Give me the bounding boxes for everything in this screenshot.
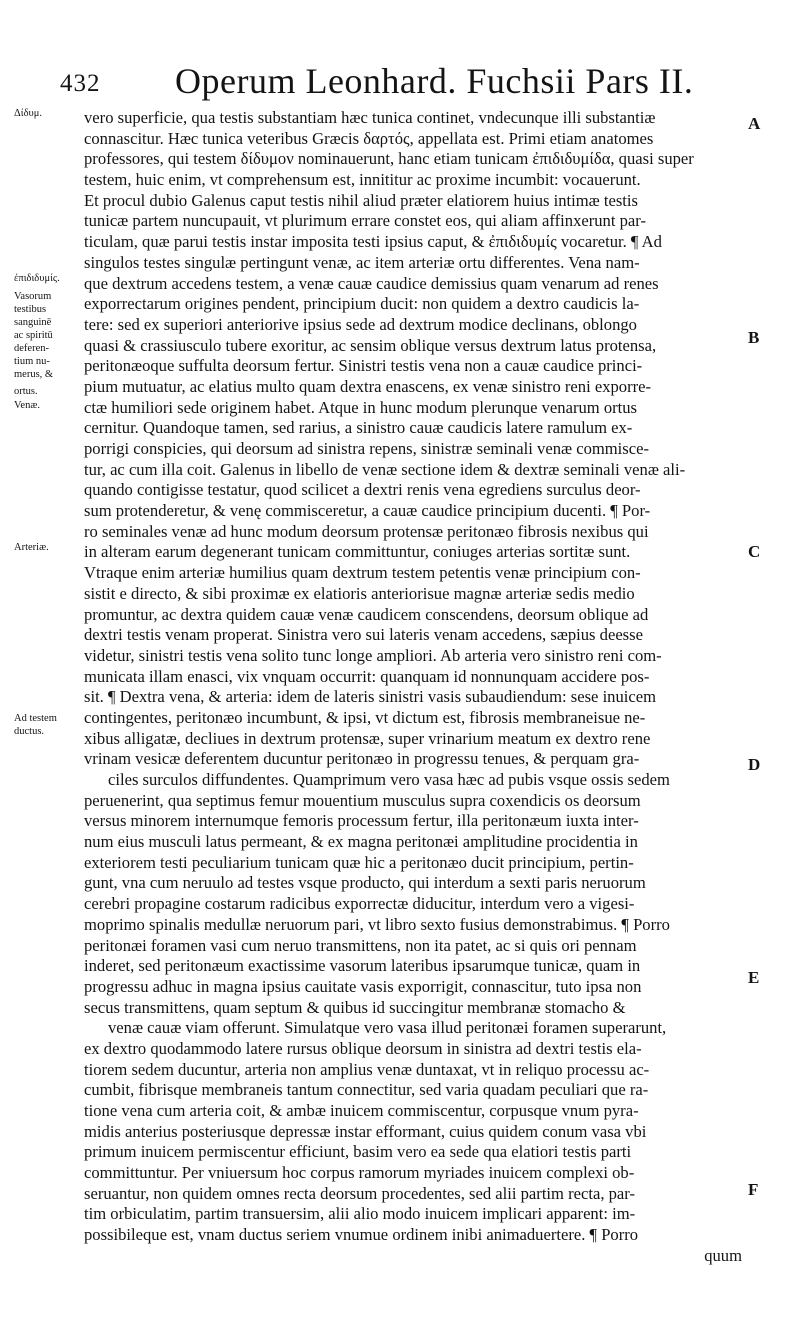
text-line: Vtraque enim arteriæ humilius quam dextrum testem petentis venæ principium con-: [84, 563, 641, 583]
text-line: peritonæi foramen vasi cum neruo transmittens, non ita patet, ac si quis ori pennam: [84, 935, 637, 955]
text-line: pium mutuatur, ac elatius multo quam dextra enascens, ex venæ sinistro reni exporre-: [84, 376, 652, 396]
text-line: gunt, vna cum neruulo ad testes vsque producto, qui interdum a sexti paris neruorum: [84, 873, 646, 893]
margin-note: Arteriæ.: [14, 542, 49, 553]
text-line: dextri testis venam properat. Sinistra vero sui lateris venam accedens, sæpius deesse: [84, 625, 643, 645]
text-line: venæ cauæ viam offerunt. Simulatque vero vasa illud peritonæi foramen superarunt,: [108, 1018, 667, 1038]
text-line: primum inuicem permiscentur efficiunt, basim vero ea sede qua elatiori testis parti: [84, 1142, 632, 1162]
text-line: exteriorem testi peculiarium tunicam quæ hic a peritonæo ducit principium, pertin-: [84, 852, 634, 872]
text-line: municata illam enasci, vix vnquam occurrit: quanquam id nonnunquam accidere pos-: [84, 666, 650, 686]
margin-note: Δίδυμ.: [14, 108, 42, 119]
text-line: vrinam vesicæ deferentem ducuntur peritonæo in progressu tenues, & perquam gra-: [84, 749, 640, 769]
margin-note: Venæ.: [14, 400, 40, 411]
text-line: tunicæ partem nuncupauit, vt plurimum errare constet eos, qui aliam affinxerunt par-: [84, 211, 646, 231]
text-line: ro seminales venæ ad hunc modum deorsum protensæ peritonæo fibrosis nexibus qui: [84, 521, 649, 541]
text-line: cerebri propagine costarum radicibus exporrectæ diducitur, interdum vero a vigesi-: [84, 894, 635, 914]
text-line: ticulam, quæ parui testis instar imposita testi ipsius caput, & ἐπιδιδυμίς vocaretur. ¶ Ad: [84, 232, 662, 252]
section-letter: D: [748, 755, 761, 774]
text-line: cernitur. Quandoque tamen, sed rarius, a sinistro cauæ caudicis latere ramulum ex-: [84, 418, 633, 438]
text-line: professores, qui testem δίδυμον nominauerunt, hanc etiam tunicam ἐπιδιδυμίδα, quasi super: [84, 149, 694, 169]
text-line: Et procul dubio Galenus caput testis nihil aliud præter elatiorem huius intimæ testis: [84, 190, 638, 210]
section-letter: F: [748, 1180, 759, 1199]
text-line: ctæ humiliori sede originem habet. Atque in hunc modum plerunque venarum ortus: [84, 397, 638, 417]
text-line: seruantur, non quidem omnes recta deorsum procedentes, sed alii partim recta, par-: [84, 1183, 636, 1203]
text-line: num eius musculi latus permeant, & ex magna peritonæi amplitudine procidentia in: [84, 832, 638, 852]
text-line: contingentes, peritonæo incumbunt, & ipsi, vt dictum est, fibrosis membraneisue ne-: [84, 707, 646, 727]
text-line: sum protenderetur, & venę commisceretur, a cauæ caudice principium ducenti. ¶ Por-: [84, 501, 651, 521]
text-line: peruenerint, qua septimus femur mouentium musculus supra coxendicis os deorsum: [84, 790, 641, 810]
text-line: cumbit, fibrisque membraneis tantum connectitur, sed varia quadam peculiari que ra-: [84, 1080, 649, 1100]
section-letter: C: [748, 542, 761, 561]
text-line: ciles surculos diffundentes. Quamprimum vero vasa hæc ad pubis vsque ossis sedem: [108, 770, 670, 789]
margin-note: tium nu-: [14, 356, 50, 367]
text-line: connascitur. Hæc tunica veteribus Græcis δαρτός, appellata est. Primi etiam anatomes: [84, 128, 654, 148]
margin-note: Ad testem: [14, 713, 57, 724]
text-line: vero superficie, qua testis substantiam hæc tunica continet, vndecunque illi substantiæ: [84, 108, 656, 127]
running-title: Operum Leonhard. Fuchsii Pars II.: [175, 61, 694, 101]
text-line: tiorem sedem ducuntur, arteria non amplius venæ duntaxat, vt in reliquo processu ac-: [84, 1059, 650, 1079]
section-letter: A: [748, 114, 761, 133]
text-line: promuntur, ac dextra quidem cauæ venæ caudicem conscendens, deorsum oblique ad: [84, 604, 649, 624]
margin-note: deferen-: [14, 343, 49, 354]
text-line: testem, huic enim, vt comprehensum est, innititur ac proxime incumbit: vocauerunt.: [84, 170, 641, 190]
margin-note: ductus.: [14, 726, 45, 737]
margin-note: sanguinē: [14, 317, 52, 328]
margin-note: testibus: [14, 304, 47, 315]
text-line: porrigi conspicies, qui deorsum ad sinistra repens, sinistræ seminali venæ commisce-: [84, 439, 650, 458]
body-text: [84, 108, 742, 1267]
text-line: exporrectarum origines pendent, principium ducit: non quidem a dextro caudicis la-: [84, 294, 640, 314]
text-line: moprimo spinalis medullæ neruorum pari, vt libro sexto fusius demonstrabimus. ¶ Porro: [84, 914, 670, 934]
text-line: que dextrum accedens testem, a venæ cauæ caudice demissius quam venarum ad renes: [84, 273, 659, 293]
text-line: versus minorem internumque femoris processum fertur, illa peritonæum iuxta inter-: [84, 811, 639, 831]
text-line: peritonæoque suffulta deorsum fertur. Sinistri testis vena non a cauæ caudice princi-: [84, 356, 643, 376]
text-line: quum: [704, 1245, 742, 1265]
text-line: tur, ac cum illa coit. Galenus in libello de venæ sectione idem & dextræ seminali venæ ali-: [84, 459, 686, 479]
text-line: tione vena cum arteria coit, & ambæ inuicem commiscentur, corpusque vnum pyra-: [84, 1101, 639, 1120]
text-line: possibileque est, vnam ductus seriem vnumue ordinem inibi animaduertere. ¶ Porro: [84, 1225, 639, 1245]
text-line: xibus alligatæ, decliues in dextrum protensæ, super vrinarium meatum ex dextro rene: [84, 728, 651, 748]
text-line: quando contigisse testatur, quod scilicet a dextri renis vena egrediens surculus deor-: [84, 480, 641, 500]
text-line: ex dextro quodammodo latere rursus oblique deorsum in sinistra ad dextri testis ela-: [84, 1038, 642, 1058]
text-line: midis anterius posteriusque depressæ instar efformant, cuius quidem conum vasa vbi: [84, 1121, 647, 1141]
text-line: in alteram earum degenerant tunicam committuntur, coniuges arterias sortitæ sunt.: [84, 542, 631, 562]
text-line: tim orbiculatim, partim transuersim, alii alio modo inuicem implicari apparent: im-: [84, 1204, 636, 1224]
margin-note: merus, &: [14, 369, 54, 380]
page-number: 432: [60, 70, 101, 97]
margin-note: ac spiritū: [14, 330, 53, 341]
text-line: committuntur. Per vniuersum hoc corpus ramorum myriades inuicem complexi ob-: [84, 1163, 635, 1183]
text-line: inderet, sed peritonæum exactissime vasorum lateribus ipsarumque tunicæ, quam in: [84, 956, 641, 976]
margin-note: ἐπιδιδυμίς.: [14, 273, 60, 284]
text-line: tere: sed ex superiori anteriorive ipsius sede ad dextrum modice declinans, oblongo: [84, 314, 637, 334]
text-line: singulos testes singulæ pertingunt venæ, ac item arteriæ ortu differentes. Vena nam-: [84, 252, 640, 272]
section-letter: B: [748, 328, 760, 347]
margin-note: Vasorum: [14, 291, 52, 302]
text-line: sistit e directo, & sibi proximæ ex elatioris anteriorisue magnæ arteriæ sedis medio: [84, 583, 635, 603]
section-letter: E: [748, 968, 760, 987]
text-line: sit. ¶ Dextra vena, & arteria: idem de lateris sinistri vasis subaudiendum: sese inuicem: [84, 687, 657, 707]
margin-note: ortus.: [14, 386, 38, 397]
text-line: quasi & crassiusculo tubere exoritur, ac sensim oblique versus dextrum latus protensa,: [84, 335, 657, 355]
text-line: progressu adhuc in magna ipsius cauitate vasis exporrigit, connascitur, tuto ipsa non: [84, 976, 642, 996]
text-line: secus transmittens, quam septum & quibus id succingitur membranæ stomacho &: [84, 997, 626, 1017]
text-line: videtur, sinistri testis vena solito tunc longe ampliori. Ab arteria vero sinistro reni com-: [84, 645, 662, 665]
